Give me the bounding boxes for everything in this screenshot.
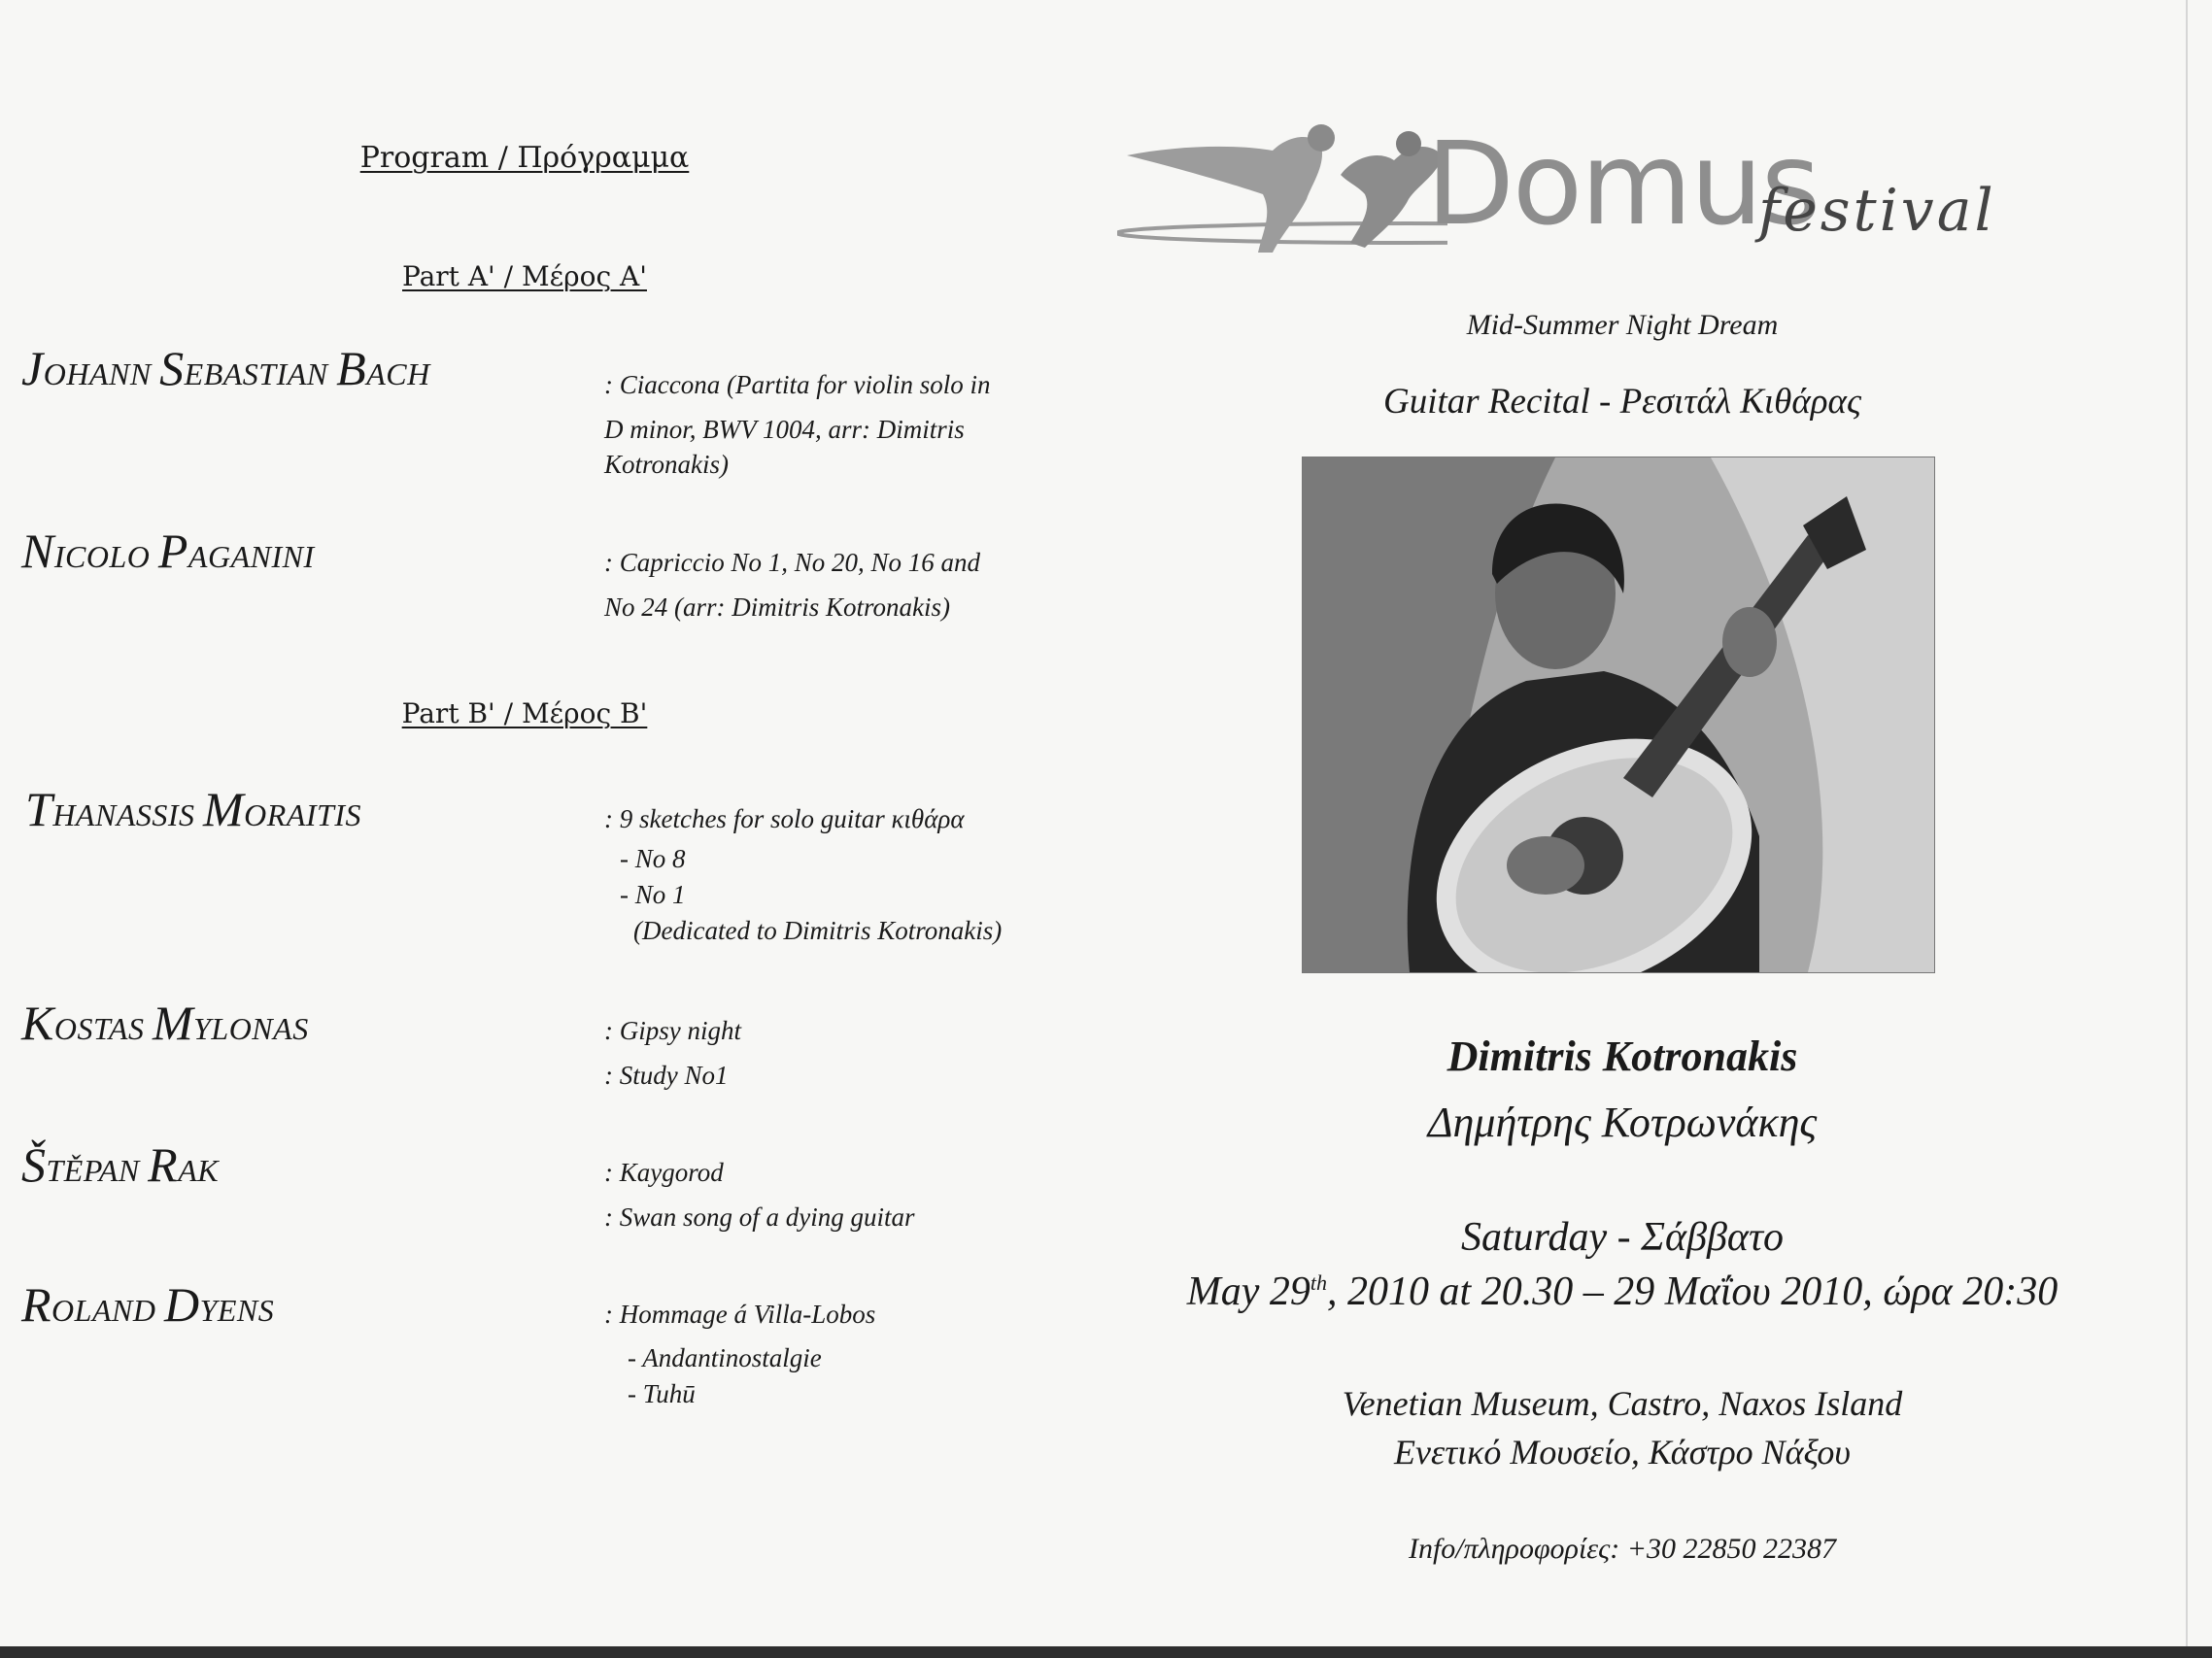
performer-photo bbox=[1302, 457, 1935, 973]
work-line: : Gipsy night bbox=[604, 1016, 741, 1045]
sub-item: - No 8 bbox=[620, 844, 686, 873]
work-line: D minor, BWV 1004, arr: Dimitris bbox=[604, 415, 965, 444]
work-line: : Study No1 bbox=[604, 1061, 729, 1090]
recital-title: Guitar Recital - Ρεσιτάλ Κιθάρας bbox=[1383, 382, 1861, 422]
artist-name-gr: Δημήτρης Κοτρωνάκης bbox=[1427, 1099, 1818, 1146]
works-paganini bbox=[604, 540, 1032, 629]
logo-festival-text: festival bbox=[1758, 177, 1996, 245]
scan-edge-line bbox=[2186, 0, 2188, 1658]
composer-mylonas: KOSTAS MYLONAS bbox=[21, 996, 309, 1050]
work-line: : 9 sketches for solo guitar κιθάρα bbox=[604, 804, 965, 833]
date-prefix: May 29 bbox=[1186, 1269, 1310, 1314]
works-rak bbox=[604, 1150, 1032, 1239]
date-rest: , 2010 at 20.30 – 29 Μαΐου 2010, ώρα 20:30 bbox=[1327, 1269, 2059, 1314]
date-superscript: th bbox=[1310, 1270, 1328, 1295]
works-dyens bbox=[604, 1292, 1032, 1337]
program-title: Program / Πρόγραμμα bbox=[359, 141, 690, 175]
sub-item: - Andantinostalgie bbox=[628, 1343, 822, 1372]
domus-festival-logo bbox=[1117, 117, 2195, 262]
composer-bach: JOHANN SEBASTIAN BACH bbox=[21, 341, 430, 395]
dyens-subitems bbox=[628, 1340, 822, 1412]
composer-paganini: NICOLO PAGANINI bbox=[21, 524, 315, 578]
event-subtitle: Mid-Summer Night Dream bbox=[1466, 309, 1779, 341]
composer-dyens: ROLAND DYENS bbox=[21, 1277, 275, 1332]
composer-moraitis: THANASSIS MORAITIS bbox=[25, 782, 361, 836]
work-line: : Capriccio No 1, No 20, No 16 and bbox=[604, 548, 981, 577]
venue-en: Venetian Museum, Castro, Naxos Island bbox=[1342, 1384, 1903, 1423]
dancers-silhouette-icon bbox=[1117, 117, 1447, 262]
logo-domus-text: Domus bbox=[1426, 117, 1820, 251]
works-bach bbox=[604, 362, 1032, 487]
composer-rak: ŠTĚPAN RAK bbox=[21, 1137, 220, 1192]
work-line: : Ciaccona (Partita for violin solo in bbox=[604, 370, 991, 399]
scan-bottom-edge bbox=[0, 1646, 2212, 1658]
work-line: : Kaygorod bbox=[604, 1158, 724, 1187]
work-line: : Swan song of a dying guitar bbox=[604, 1202, 915, 1232]
part-a-heading: Part A' / Μέρος Α' bbox=[402, 260, 647, 292]
event-day: Saturday - Σάββατο bbox=[1460, 1215, 1784, 1260]
work-line: No 24 (arr: Dimitris Kotronakis) bbox=[604, 592, 951, 622]
sub-item: - No 1 bbox=[620, 880, 686, 909]
sub-item: - Tuhū bbox=[628, 1379, 696, 1408]
work-line: Kotronakis) bbox=[604, 450, 729, 479]
works-mylonas bbox=[604, 1008, 1032, 1098]
info-line: Info/πληροφορίες: +30 22850 22387 bbox=[1408, 1533, 1837, 1565]
moraitis-subitems bbox=[620, 841, 1002, 949]
sub-item: (Dedicated to Dimitris Kotronakis) bbox=[633, 916, 1003, 945]
works-moraitis bbox=[604, 796, 1051, 841]
part-b-heading: Part B' / Μέρος Β' bbox=[401, 697, 648, 729]
artist-name-en: Dimitris Kotronakis bbox=[1446, 1032, 1798, 1080]
guitarist-image bbox=[1303, 457, 1934, 972]
venue-gr: Ενετικό Μουσείο, Κάστρο Νάξου bbox=[1394, 1433, 1851, 1472]
work-line: : Hommage á Villa-Lobos bbox=[604, 1300, 876, 1329]
event-date bbox=[1127, 1269, 2118, 1315]
